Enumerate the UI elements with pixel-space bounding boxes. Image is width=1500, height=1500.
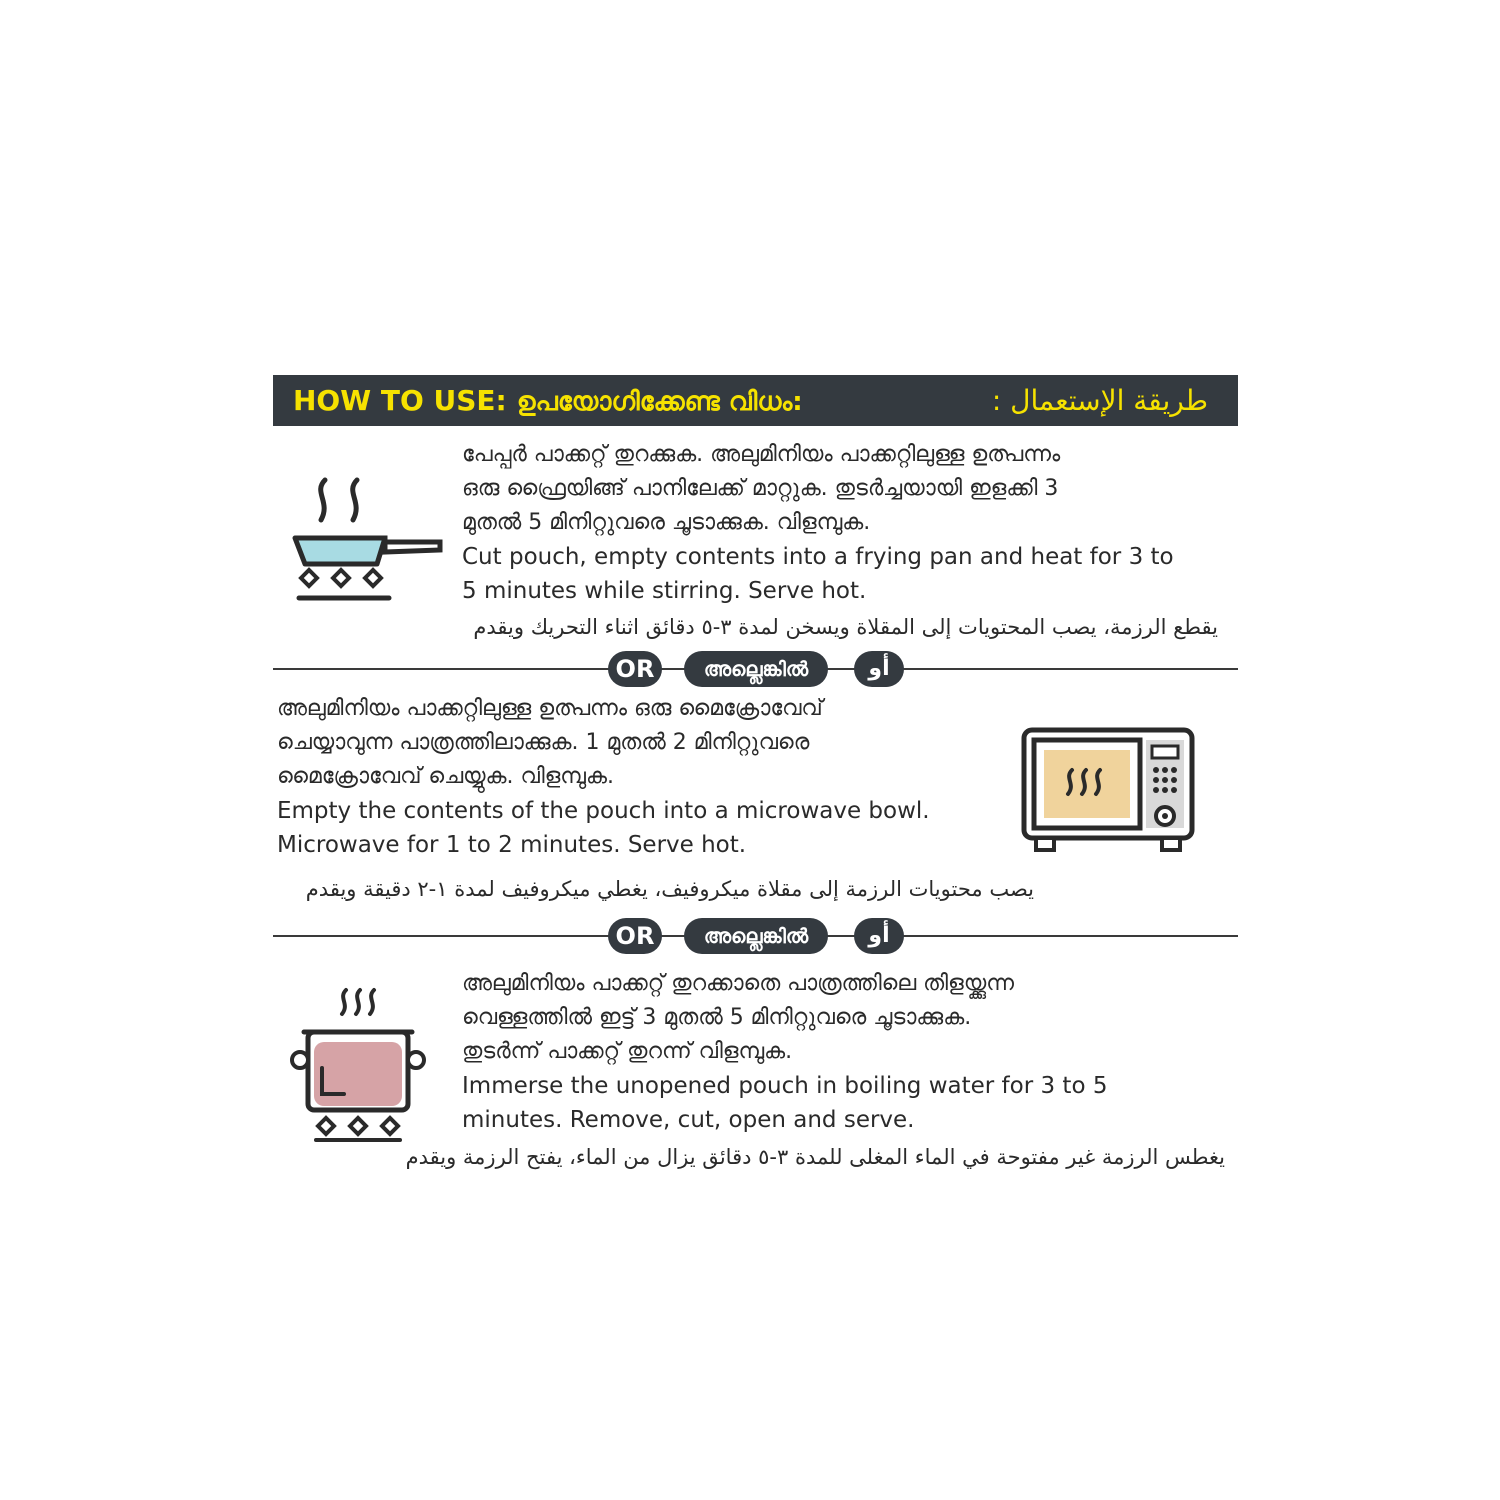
frying-pan-on-stove-icon bbox=[285, 470, 455, 610]
step3-en-line2: minutes. Remove, cut, open and serve. bbox=[462, 1107, 915, 1133]
microwave-icon bbox=[1020, 726, 1198, 856]
header-title bbox=[293, 375, 803, 426]
header-bar bbox=[273, 375, 1238, 426]
step3-ml-line1: അലുമിനിയം പാക്കറ്റ് തുറക്കാതെ പാത്രത്തിലെ തിളയ്ക്കുന്ന bbox=[462, 971, 1014, 996]
header-title-ml: ഉപയോഗിക്കേണ്ട വിധം: bbox=[516, 387, 803, 417]
or-badge-ar: أو bbox=[854, 918, 904, 954]
or-badge-ml: അല്ലെങ്കിൽ bbox=[684, 918, 828, 954]
step1-ar: يقطع الرزمة، يصب المحتويات إلى المقلاة ويسخن لمدة ٣-٥ دقائق اثناء التحريك ويقدم bbox=[473, 615, 1218, 639]
step3-ar: يغطس الرزمة غير مفتوحة في الماء المغلى للمدة ٣-٥ دقائق يزال من الماء، يفتح الرزمة ويقدم bbox=[405, 1145, 1225, 1169]
step3-ml-line2: വെള്ളത്തിൽ ഇട്ട് 3 മുതൽ 5 മിനിറ്റുവരെ ചൂടാക്കുക. bbox=[462, 1005, 972, 1030]
step2-en-line2: Microwave for 1 to 2 minutes. Serve hot. bbox=[277, 832, 747, 858]
header-title-en: HOW TO USE: bbox=[293, 384, 507, 417]
step2-ml-line1: അലുമിനിയം പാക്കറ്റിലുള്ള ഉത്പന്നം ഒരു മൈക്രോവേവ് bbox=[277, 696, 823, 721]
step2-en-line1: Empty the contents of the pouch into a microwave bowl. bbox=[277, 798, 930, 824]
step1-ml-line2: ഒരു ഫ്രൈയിങ്ങ് പാനിലേക്ക് മാറ്റുക. തുടർച്ചയായി ഇളക്കി 3 bbox=[462, 476, 1059, 501]
or-badge-ml: അല്ലെങ്കിൽ bbox=[684, 651, 828, 687]
step1-en-line2: 5 minutes while stirring. Serve hot. bbox=[462, 578, 867, 604]
or-badge-en: OR bbox=[608, 651, 662, 687]
step3-ml-line3: തുടർന്ന് പാക്കറ്റ് തുറന്ന് വിളമ്പുക. bbox=[462, 1039, 793, 1064]
step2-ar: يصب محتويات الرزمة إلى مقلاة ميكروفيف، يغطي ميكروفيف لمدة ١-٢ دقيقة ويقدم bbox=[305, 877, 1034, 901]
step2-ml-line2: ചെയ്യാവുന്ന പാത്രത്തിലാക്കുക. 1 മുതൽ 2 മിനിറ്റുവരെ bbox=[277, 730, 810, 755]
step3-en-line1: Immerse the unopened pouch in boiling water for 3 to 5 bbox=[462, 1073, 1108, 1099]
step1-en-line1: Cut pouch, empty contents into a frying pan and heat for 3 to bbox=[462, 544, 1174, 570]
step1-ml-line3: മുതൽ 5 മിനിറ്റുവരെ ചൂടാക്കുക. വിളമ്പുക. bbox=[462, 510, 871, 535]
or-badge-ar: أو bbox=[854, 651, 904, 687]
or-badge-en: OR bbox=[608, 918, 662, 954]
step1-ml-line1: പേപ്പർ പാക്കറ്റ് തുറക്കുക. അലുമിനിയം പാക്കറ്റിലുള്ള ഉത്പന്നം bbox=[462, 442, 1061, 467]
boiling-pot-icon bbox=[288, 984, 428, 1144]
step2-ml-line3: മൈക്രോവേവ് ചെയ്യുക. വിളമ്പുക. bbox=[277, 764, 614, 789]
header-title-ar: طريقة الإستعمال : bbox=[991, 384, 1208, 417]
